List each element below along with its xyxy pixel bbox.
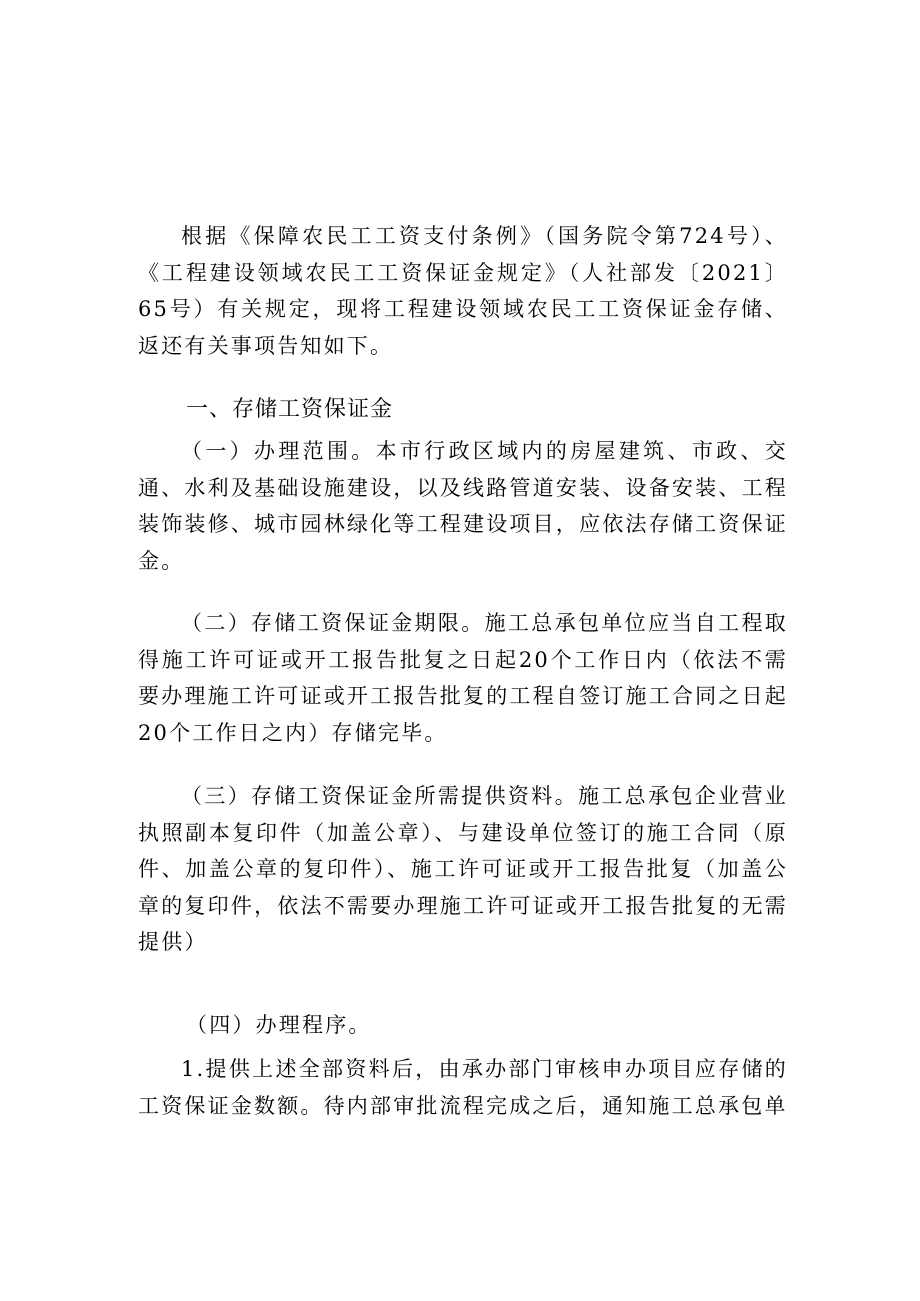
intro-paragraph: 根据《保障农民工工资支付条例》（国务院令第724号）、《工程建设领域农民工工资保证金规定》（人社部发〔2021〕65号）有关规定，现将工程建设领域农民工工资保证金存储、返还有关事项告知如下。 bbox=[138, 224, 788, 358]
section-heading: 一、存储工资保证金 bbox=[186, 397, 394, 422]
paragraph-procedure-title: （四）办理程序。 bbox=[186, 1013, 372, 1037]
paragraph-scope: （一）办理范围。本市行政区域内的房屋建筑、市政、交通、水利及基础设施建设，以及线路管道安装、设备安装、工程装饰装修、城市园林绿化等工程建设项目，应依法存储工资保证金。 bbox=[138, 439, 788, 573]
paragraph-deadline: （二）存储工资保证金期限。施工总承包单位应当自工程取得施工许可证或开工报告批复之日起20个工作日内（依法不需要办理施工许可证或开工报告批复的工程自签订施工合同之日起20个工作日之内）存储完毕。 bbox=[138, 611, 788, 745]
paragraph-materials: （三）存储工资保证金所需提供资料。施工总承包企业营业执照副本复印件（加盖公章）、与建设单位签订的施工合同（原件、加盖公章的复印件）、施工许可证或开工报告批复（加盖公章的复印件，依法不需要办理施工许可证或开工报告批复的无需提供） bbox=[138, 784, 788, 955]
paragraph-step-1: 1.提供上述全部资料后，由承办部门审核申办项目应存储的工资保证金数额。待内部审批流程完成之后，通知施工总承包单 bbox=[138, 1057, 788, 1118]
